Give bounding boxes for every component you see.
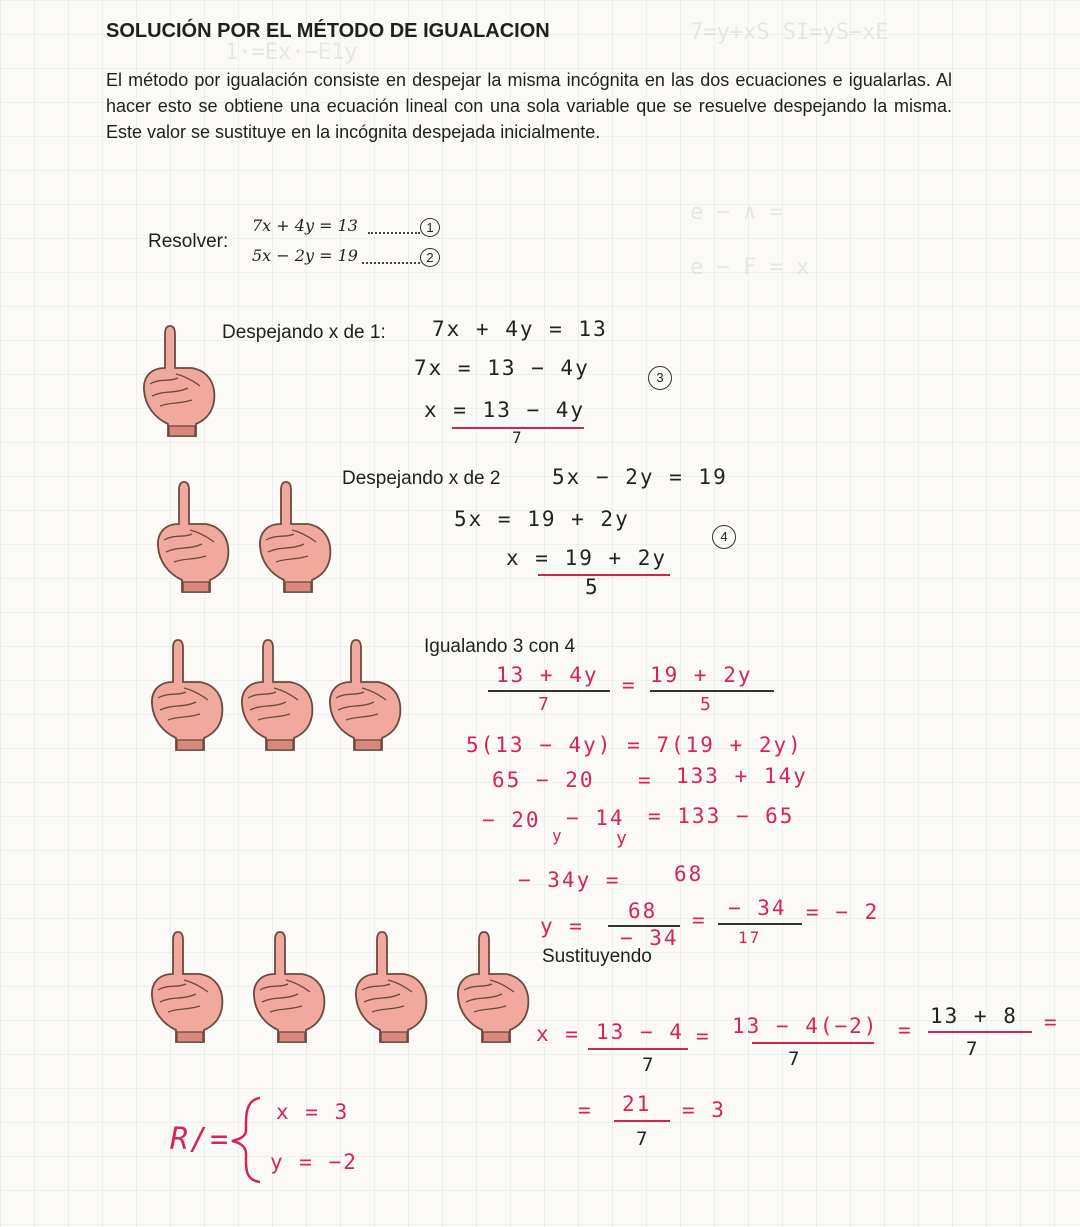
step3-equals: =: [622, 673, 637, 697]
step4-denominator3: 7: [966, 1038, 980, 1060]
hand-icon: [458, 932, 528, 1042]
step3-line5-denominator2: 17: [738, 928, 762, 947]
hand-icon: [152, 932, 222, 1042]
step4-result-equals: =: [578, 1098, 593, 1122]
bleed-through-mark: e − ∧ =: [690, 200, 783, 225]
step4-equals1: =: [696, 1024, 711, 1048]
bleed-through-mark: 7=y+xS SI=yS−xE: [690, 20, 889, 45]
step1-line3-denominator: 7: [512, 428, 524, 447]
step3-line3c: = 133 − 65: [648, 804, 795, 828]
step4-result-denominator: 7: [636, 1128, 650, 1150]
step1-line2: 7x = 13 − 4y: [414, 356, 590, 380]
hand-icon: [152, 640, 222, 750]
step3-right-numerator: 19 + 2y: [650, 663, 753, 687]
step4-equals3: =: [1044, 1010, 1059, 1034]
bleed-through-mark: e − F = x: [690, 255, 810, 280]
step4-numerator3: 13 + 8: [930, 1004, 1018, 1028]
step1-label: Despejando x de 1:: [222, 322, 386, 343]
step4-numerator2: 13 − 4(−2): [732, 1014, 879, 1038]
step3-line5-denominator: − 34: [620, 926, 679, 950]
answer-y: y = −2: [270, 1150, 358, 1174]
step1-line3-numerator: x = 13 − 4y: [424, 398, 586, 422]
hand-icon: [330, 640, 400, 750]
step3-line5-lhs: y =: [540, 914, 584, 938]
bleed-through-mark: 1·=Ex·−E1y: [225, 40, 358, 65]
step3-left-numerator: 13 + 4y: [496, 663, 599, 687]
step3-line2c: 133 + 14y: [676, 764, 808, 788]
step4-result-numerator: 21: [622, 1092, 652, 1116]
step2-line3-numerator: x = 19 + 2y: [506, 546, 668, 570]
intro-paragraph: El método por igualación consiste en despejar la misma incógnita en las dos ecuaciones e igualarlas. Al hacer esto se obtiene una ecuación lineal con una sola variable que se resuelve despejando la misma. Este valor se sustituye en la incógnita despejada inicialmente.: [106, 70, 952, 142]
step3-line2a: 65 − 20: [492, 768, 595, 792]
answer-x: x = 3: [276, 1100, 350, 1124]
step3-label: Igualando 3 con 4: [424, 636, 576, 657]
step3-line4a: − 34y =: [518, 868, 621, 892]
hand-icon: [144, 326, 214, 436]
resolver-label: Resolver:: [148, 231, 229, 252]
step3-line1: 5(13 − 4y) = 7(19 + 2y): [466, 733, 803, 757]
step3-line3-sub-y2: y: [616, 828, 629, 849]
step3-line5-numerator2: − 34: [728, 896, 787, 920]
step3-right-denominator: 5: [700, 694, 713, 715]
step3-line3a: − 20: [482, 808, 541, 832]
equation-tag-2: 2: [420, 248, 440, 267]
step2-label: Despejando x de 2: [342, 468, 501, 489]
step3-line5-numerator: 68: [628, 899, 658, 923]
step4-denominator1: 7: [642, 1054, 656, 1076]
step4-equals2: =: [898, 1018, 913, 1042]
equation-tag-4: 4: [712, 525, 736, 549]
equation-tag-1: 1: [420, 218, 440, 237]
equation-2: 5x − 2y = 19: [252, 246, 358, 265]
step3-line3-sub-y: y: [552, 826, 564, 845]
step3-left-denominator: 7: [538, 694, 551, 715]
step1-line1: 7x + 4y = 13: [432, 317, 608, 341]
step2-line2: 5x = 19 + 2y: [454, 507, 630, 531]
hand-icon: [242, 640, 312, 750]
hand-icon: [158, 482, 228, 592]
step3-line2b: =: [638, 768, 653, 792]
equation-1: 7x + 4y = 13: [252, 216, 358, 235]
step4-label: Sustituyendo: [542, 946, 652, 967]
step3-line3b: − 14: [566, 806, 625, 830]
hand-icon: [254, 932, 324, 1042]
hand-icon: [356, 932, 426, 1042]
step3-line5-equals: =: [692, 908, 707, 932]
step4-denominator2: 7: [788, 1048, 802, 1070]
equation-tag-3: 3: [648, 366, 672, 390]
step4-numerator1: 13 − 4: [596, 1020, 684, 1044]
answer-label: R/=: [170, 1122, 231, 1157]
hand-icon: [260, 482, 330, 592]
step2-line3-denominator: 5: [585, 575, 600, 599]
step3-line5-result: = − 2: [806, 900, 880, 924]
step2-line1: 5x − 2y = 19: [552, 465, 728, 489]
step4-x-lhs: x =: [536, 1022, 580, 1046]
step3-line4b: 68: [674, 862, 704, 886]
step4-result-value: = 3: [682, 1098, 726, 1122]
page-title: SOLUCIÓN POR EL MÉTODO DE IGUALACION: [106, 20, 550, 42]
